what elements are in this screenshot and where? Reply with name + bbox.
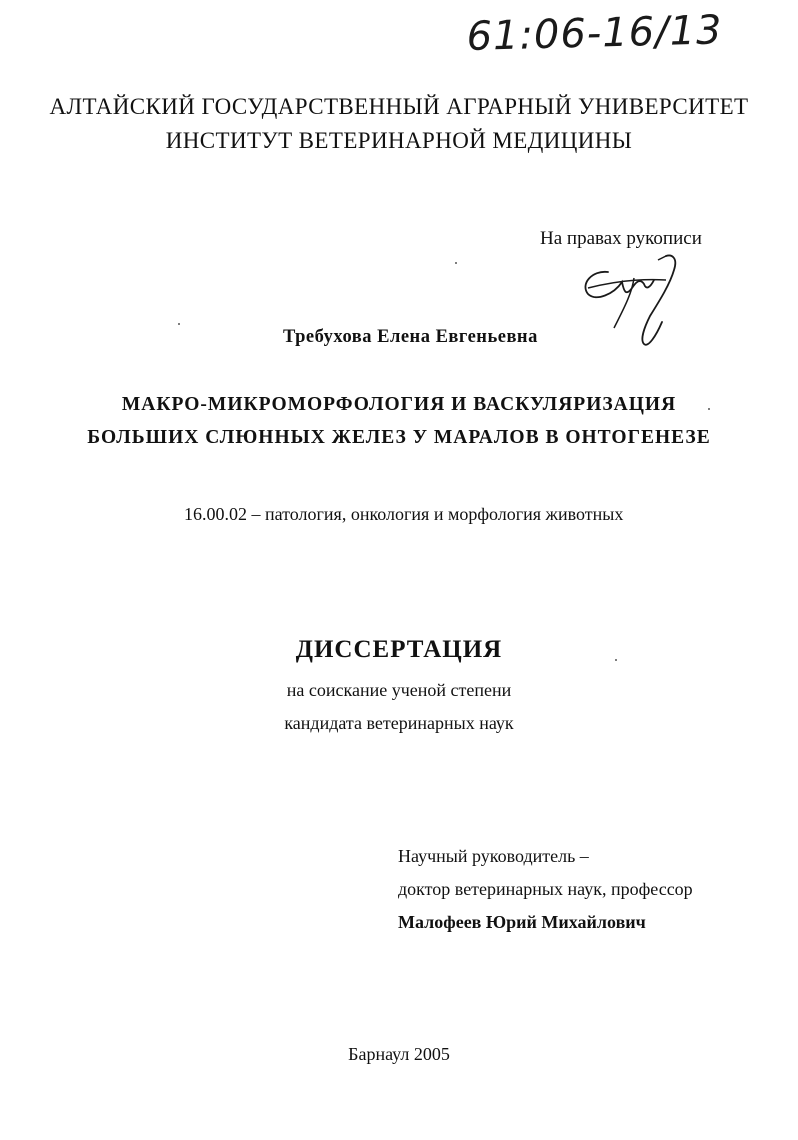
degree-line-1: на соискание ученой степени: [286, 680, 512, 700]
university-name: АЛТАЙСКИЙ ГОСУДАРСТВЕННЫЙ АГРАРНЫЙ УНИВЕРСИТЕТ: [49, 94, 749, 119]
supervisor-credentials: доктор ветеринарных наук, профессор: [398, 879, 693, 899]
specialty-code: 16.00.02 – патология, онкология и морфология животных: [184, 504, 624, 524]
supervisor-label: Научный руководитель –: [398, 846, 589, 866]
document-type: ДИССЕРТАЦИЯ: [295, 636, 503, 663]
dissertation-title-line-1: МАКРО-МИКРОМОРФОЛОГИЯ И ВАСКУЛЯРИЗАЦИЯ: [121, 394, 677, 415]
degree-line-2: кандидата ветеринарных наук: [284, 713, 514, 733]
signature-icon: [574, 248, 694, 352]
institute-name: ИНСТИТУТ ВЕТЕРИНАРНОЙ МЕДИЦИНЫ: [165, 128, 633, 153]
scan-speck: [178, 323, 180, 325]
scan-speck: [708, 408, 710, 410]
scan-speck: [455, 262, 457, 264]
scan-speck: [615, 659, 617, 661]
dissertation-title-line-2: БОЛЬШИХ СЛЮННЫХ ЖЕЛЕЗ У МАРАЛОВ В ОНТОГЕНЕЗЕ: [87, 427, 711, 448]
supervisor-name: Малофеев Юрий Михайлович: [398, 912, 646, 932]
city-year: Барнаул 2005: [348, 1044, 450, 1064]
archive-code-handwritten: 61:06-16/13: [466, 7, 724, 60]
manuscript-note: На правах рукописи: [540, 228, 702, 249]
author-name: Требухова Елена Евгеньевна: [283, 327, 538, 347]
